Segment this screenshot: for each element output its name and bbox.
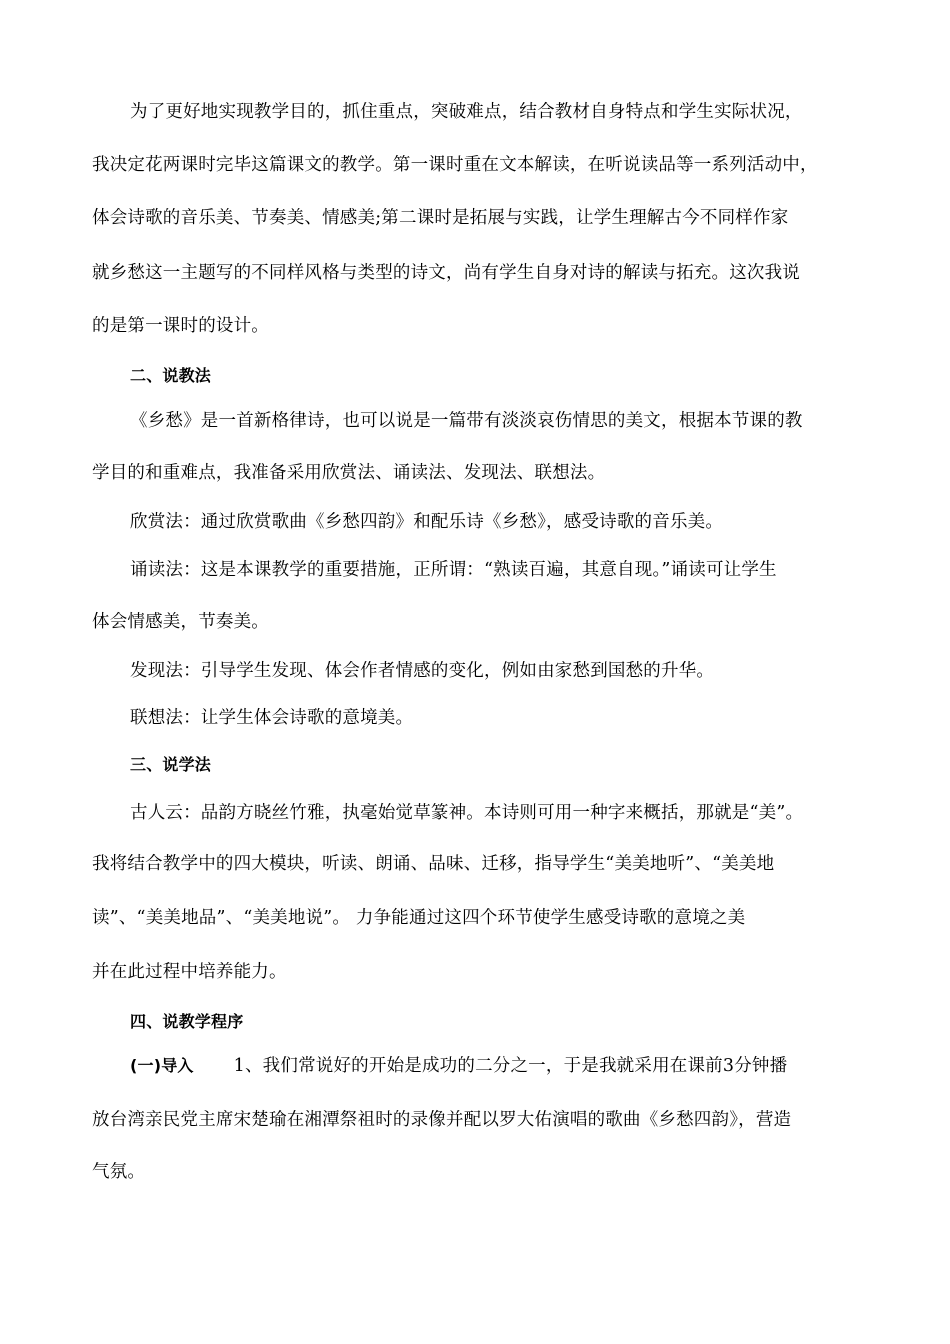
method-appreciation: 欣赏法：通过欣赏歌曲《乡愁四韵》和配乐诗《乡愁》，感受诗歌的音乐美。 xyxy=(130,512,724,532)
paragraph-line: 体会诗歌的音乐美、节奏美、情感美;第二课时是拓展与实践，让学生理解古今不同样作家 xyxy=(92,208,789,228)
paragraph-line: 放台湾亲民党主席宋楚瑜在湘潭祭祖时的录像并配以罗大佑演唱的歌曲《乡愁四韵》，营造 xyxy=(92,1110,792,1130)
intro-line xyxy=(130,1054,920,1078)
paragraph-line: 的是第一课时的设计。 xyxy=(92,316,269,336)
paragraph-line: 读”、“美美地品”、“美美地说”。 力争能通过这四个环节使学生感受诗歌的意境之美 xyxy=(92,908,746,928)
paragraph-line: 体会情感美，节奏美。 xyxy=(92,612,269,632)
section-heading-teaching-procedure: 四、说教学程序 xyxy=(130,1012,244,1031)
paragraph-line: 并在此过程中培养能力。 xyxy=(92,962,287,982)
method-discovery: 发现法：引导学生发现、体会作者情感的变化，例如由家愁到国愁的升华。 xyxy=(130,661,715,681)
paragraph-line: 我决定花两课时完毕这篇课文的教学。第一课时重在文本解读，在听说读品等一系列活动中， xyxy=(92,155,818,175)
paragraph-line: 为了更好地实现教学目的，抓住重点，突破难点，结合教材自身特点和学生实际状况， xyxy=(130,102,803,122)
paragraph-line: 学目的和重难点，我准备采用欣赏法、诵读法、发现法、联想法。 xyxy=(92,463,606,483)
method-association: 联想法：让学生体会诗歌的意境美。 xyxy=(130,708,414,728)
paragraph-line: 《乡愁》是一首新格律诗，也可以说是一篇带有淡淡哀伤情思的美文，根据本节课的教 xyxy=(130,411,803,431)
section-heading-learning-methods: 三、说学法 xyxy=(130,755,212,774)
paragraph-line: 我将结合教学中的四大模块，听读、朗诵、品味、迁移，指导学生“美美地听”、“美美地 xyxy=(92,854,775,874)
paragraph-line: 气氛。 xyxy=(92,1162,146,1182)
sub-heading-introduction: (一)导入 xyxy=(130,1056,194,1075)
section-heading-teaching-methods: 二、说教法 xyxy=(130,366,212,385)
paragraph-line: 古人云：品韵方晓丝竹雅，执毫始觉草篆神。本诗则可用一种字来概括，那就是“美”。 xyxy=(130,803,804,823)
method-recitation: 诵读法：这是本课教学的重要措施，正所谓：“熟读百遍，其意自现。”诵读可让学生 xyxy=(130,560,777,580)
paragraph-line: 就乡愁这一主题写的不同样风格与类型的诗文，尚有学生自身对诗的解读与拓充。这次我说 xyxy=(92,263,800,283)
intro-text: 1、我们常说好的开始是成功的二分之一，于是我就采用在课前3分钟播 xyxy=(233,1056,788,1076)
